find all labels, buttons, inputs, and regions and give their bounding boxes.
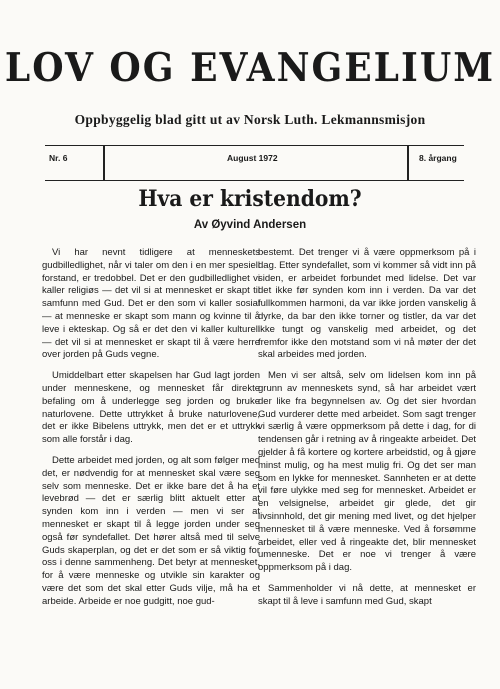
issue-info-bar — [45, 145, 464, 181]
article-paragraph: bestemt. Det trenger vi å være oppmerksom på i dag. Etter syndefallet, som vi kommer så vidt inn på siden, er arbeidet forbundet med lidelse. Det var det ikke før synden kom inn i verden. Da var det fullkommen harmoni, da var ikke jorden vanskelig å dyrke, da bar den ikke torner og tistler, da var det ikke tungt og vanskelig med arbeidet, og det fremfor ikke den motstand som vi nå møter der det skal arbeides med jorden. — [258, 247, 476, 361]
article-byline: Av Øyvind Andersen — [193, 219, 307, 231]
article-paragraph: Vi har nevnt tidligere at menneskets gudbilledlighet, når vi taler om den i en mer spesiell forstand, er tredobbel. Det er den gudbilledlighet vi kaller religiøs — det vil si at mennesket er skapt til samfunn med Gud. Det er den som vi kaller sosial — at menneske er skapt som mann og kvinne til å leve i ekteskap. Og så er det den vi kaller kulturell — det vil si at mennesket er skapt til å være herre over jorden på Guds vegne. — [42, 247, 260, 361]
article-headline: Hva er kristendom? — [138, 186, 362, 212]
issue-bar-divider — [103, 146, 105, 180]
article-paragraph: Sammenholder vi nå dette, at mennesket er skapt til å leve i samfunn med Gud, skapt — [258, 582, 476, 607]
issue-volume: 8. årgang — [419, 153, 457, 163]
article-paragraph: Umiddelbart etter skapelsen har Gud lagt jorden under menneskene, og mennesket får direkte befaling om å underlegge seg jorden og bruke naturlovene. Dette uttrykket å bruke naturlovene, det er ikke Bibelens uttrykk, men det er et uttrykk som alle forstår i dag. — [42, 370, 260, 446]
article-paragraph: Men vi ser altså, selv om lidelsen kom inn på grunn av menneskets synd, så har arbeidet vært der like fra begynnelsen av. Og det sier hvordan Gud vurderer dette med arbeidet. Som sagt trenger vi særlig å være oppmerksom på dette i dag, for di tendensen går i retning av å ringeakte arbeidet. Det gjelder å få kortere og kortere arbeidstid, og å gjøre minst mulig, og ha mest mulig fri. Og det ser man som en lykke for mennesket. Sannheten er at dette vil føre ulykke med seg for mennesket. Arbeidet er en velsignelse, arbeidet gir glede, det gir livsinnhold, det gir mening med livet, og det hjelper mennesket til å være menneske. Ved å forsømme arbeidet, eller ved å ringeakte det, blir mennesket umenneske. Det er noe vi trenger å være oppmerksom på i dag. — [258, 370, 476, 574]
newspaper-masthead: LOV OG EVANGELIUM — [4, 44, 496, 92]
issue-number: Nr. 6 — [49, 153, 68, 163]
article-column-right — [258, 247, 476, 617]
masthead-subtitle: Oppbyggelig blad gitt ut av Norsk Luth. Lekmannsmisjon — [74, 112, 426, 127]
issue-bar-divider — [407, 146, 409, 180]
article-paragraph: Dette arbeidet med jorden, og alt som følger med det, er nødvendig for at mennesket skal være seg selv som menneske. Det er ikke bare det å ha et levebrød — det er særlig blitt aktuelt etter at synden kom inn i verden — men vi ser at mennesket er skapt til å legge jorden under seg også før syndefallet. Det hører altså med til selve Guds skaperplan, og det er det som er så viktig for oss i denne sammenheng. Det betyr at mennesket, for å være menneske og utvikle sin karakter og være det som det skal etter Guds vilje, må ha et arbeide. Arbeide er noe gudgitt, noe gud- — [42, 454, 260, 607]
article-column-left — [42, 247, 260, 617]
issue-date: August 1972 — [227, 153, 278, 163]
